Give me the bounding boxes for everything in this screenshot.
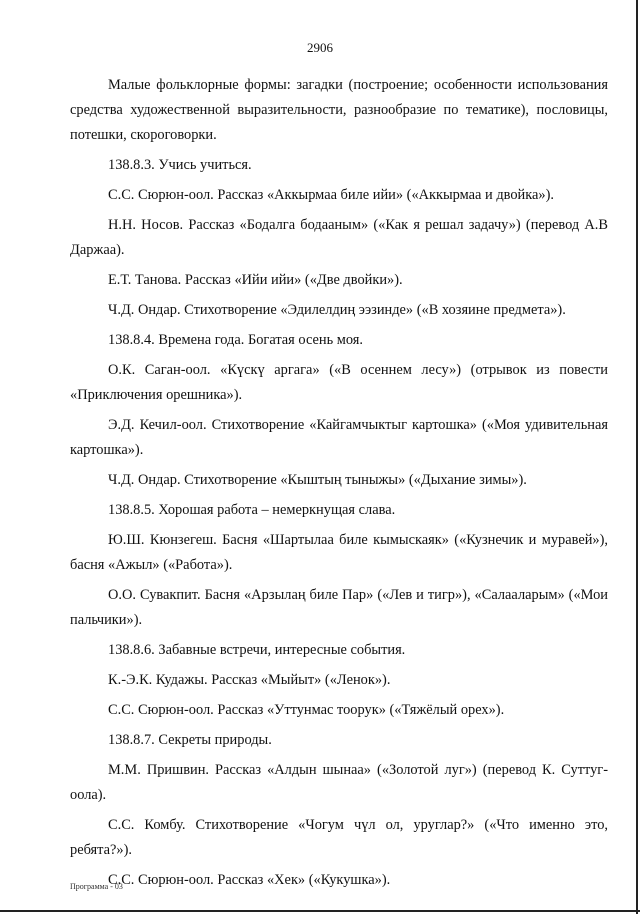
- list-item: С.С. Сюрюн-оол. Рассказ «Уттунмас тоорук» («Тяжёлый орех»).: [108, 702, 505, 718]
- page-number: 2906: [307, 40, 333, 55]
- list-item: Э.Д. Кечил-оол. Стихотворение «Кайгамчыктыг картошка» («Моя удивительная картошка»).: [70, 417, 608, 458]
- list-item: О.О. Сувакпит. Басня «Арзылаң биле Пар» («Лев и тигр»), «Салааларым» («Мои пальчики»).: [70, 587, 608, 628]
- list-item: Н.Н. Носов. Рассказ «Бодалга бодааным» («Как я решал задачу») (перевод А.В Даржаа).: [70, 217, 608, 258]
- section-heading-138-8-3: 138.8.3. Учись учиться.: [108, 157, 252, 173]
- list-item: С.С. Комбу. Стихотворение «Чогум чүл ол, уруглар?» («Что именно это, ребята?»).: [70, 817, 608, 858]
- list-item: С.С. Сюрюн-оол. Рассказ «Хек» («Кукушка»).: [108, 872, 391, 888]
- paragraph-folklore-forms: Малые фольклорные формы: загадки (построение; особенности использования средства художественной выразительности, разнообразие по тематике), пословицы, потешки, скороговорки.: [70, 77, 608, 143]
- footer-label: Программа - 03: [70, 882, 123, 891]
- list-item: С.С. Сюрюн-оол. Рассказ «Аккырмаа биле ийи» («Аккырмаа и двойка»).: [108, 187, 554, 203]
- page-edge-bottom: [0, 910, 640, 912]
- list-item: Е.Т. Танова. Рассказ «Ийи ийи» («Две двойки»).: [108, 272, 403, 288]
- list-item: М.М. Пришвин. Рассказ «Алдын шынаа» («Золотой луг») (перевод К. Суттуг-оола).: [70, 762, 608, 803]
- section-heading-138-8-7: 138.8.7. Секреты природы.: [108, 732, 272, 748]
- document-body: [70, 73, 608, 893]
- list-item: Ч.Д. Ондар. Стихотворение «Кыштың тыныжы» («Дыхание зимы»).: [108, 472, 527, 488]
- page-edge-right: [636, 0, 638, 914]
- list-item: Ю.Ш. Кюнзегеш. Басня «Шартылаа биле кымыскаяк» («Кузнечик и муравей»), басня «Ажыл» («Работа»).: [70, 532, 608, 573]
- list-item: О.К. Саган-оол. «Күскү аргага» («В осеннем лесу») (отрывок из повести «Приключения орешника»).: [70, 362, 608, 403]
- list-item: Ч.Д. Ондар. Стихотворение «Эдилелдиң ээзинде» («В хозяине предмета»).: [108, 302, 566, 318]
- section-heading-138-8-6: 138.8.6. Забавные встречи, интересные события.: [108, 642, 406, 658]
- section-heading-138-8-5: 138.8.5. Хорошая работа – немеркнущая слава.: [108, 502, 396, 518]
- section-heading-138-8-4: 138.8.4. Времена года. Богатая осень моя.: [108, 332, 364, 348]
- list-item: К.-Э.К. Кудажы. Рассказ «Мыйыт» («Ленок»).: [108, 672, 391, 688]
